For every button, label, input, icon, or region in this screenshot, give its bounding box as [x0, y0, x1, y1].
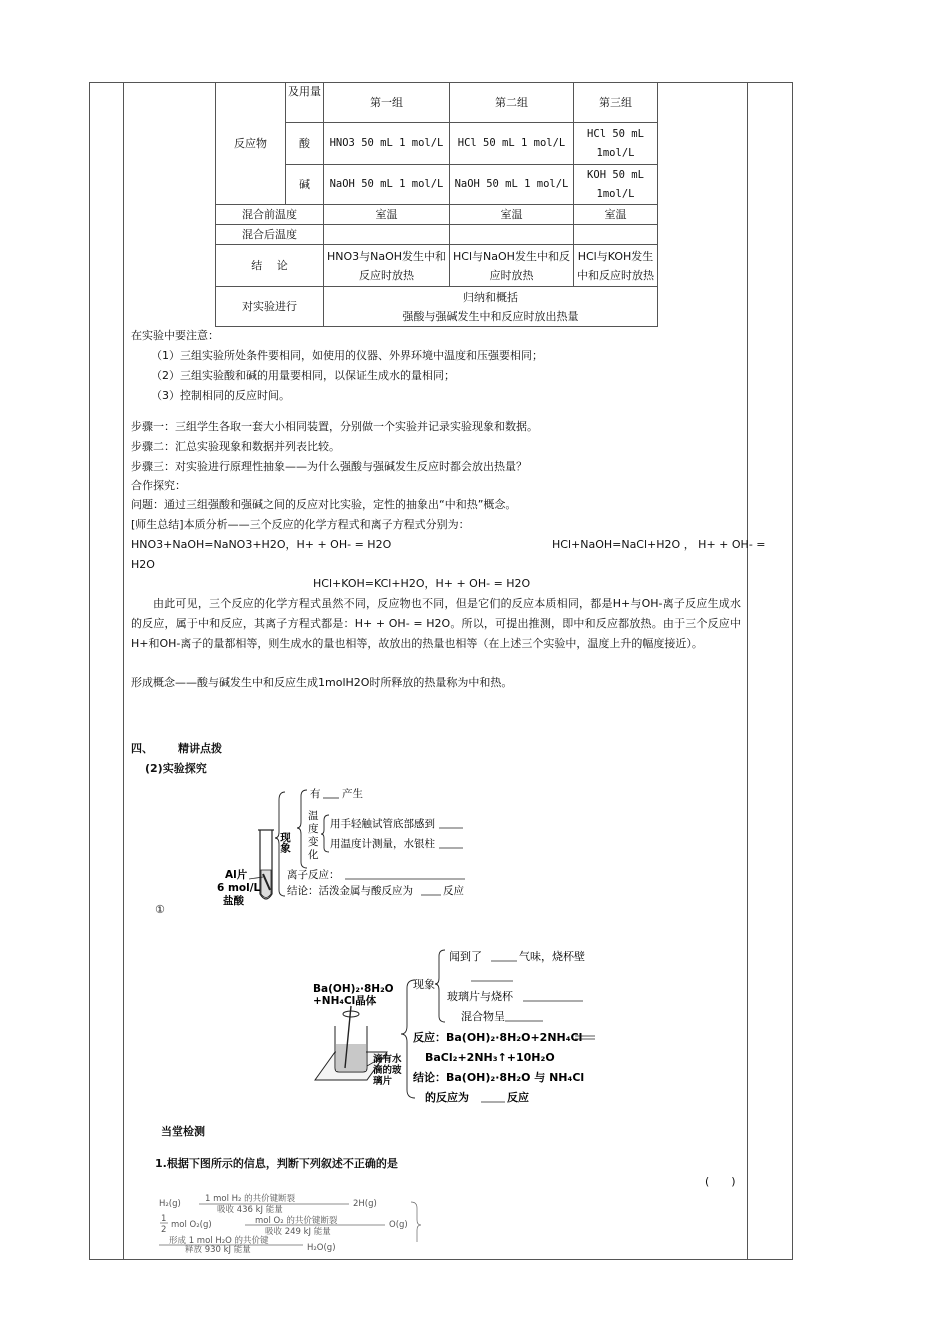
h2o-gas: H₂O(g): [307, 1243, 336, 1253]
reagent-line2: +NH₄Cl晶体: [313, 995, 377, 1007]
water-glass-line2: 滴的玻: [373, 1065, 402, 1076]
reagent-line1: Ba(OH)₂·8H₂O: [313, 983, 394, 995]
temp-before-group1: 室温: [324, 205, 450, 225]
question-text: 问题：通过三组强酸和强碱之间的反应对比实验，定性的抽象出“中和热”概念。: [131, 498, 517, 511]
acid-group2: HCl 50 mL 1 mol/L: [450, 123, 574, 165]
have-label: 有: [310, 788, 321, 800]
group1-header: 第一组: [324, 83, 450, 123]
base-group3: KOH 50 mL 1mol/L: [574, 165, 658, 205]
group2-header: 第二组: [450, 83, 574, 123]
experiment-subtitle: (2)实验探究: [145, 762, 207, 775]
equation-2: HCl+NaOH=NaCl+H2O ， H+ + OH- =: [552, 538, 766, 551]
temp-after-label: 混合后温度: [216, 225, 324, 245]
acid-label: 酸: [286, 123, 324, 165]
experiment-table: [215, 82, 658, 327]
glass-text: 玻璃片与烧杯: [447, 990, 513, 1003]
temp-after-group2: [450, 225, 574, 245]
acid-group1: HNO3 50 mL 1 mol/L: [324, 123, 450, 165]
conclusion-label: 结 论: [216, 245, 324, 287]
equation-2-cont: H2O: [131, 558, 155, 571]
summary-label: 对实验进行: [216, 287, 324, 327]
acid-label: 盐酸: [223, 895, 244, 907]
summary-cell: [324, 287, 658, 327]
fig1-conclusion: 结论：活泼金属与酸反应为: [287, 885, 413, 897]
answer-paren: ( ): [705, 1175, 736, 1188]
section-4-number: 四、: [131, 742, 153, 755]
temp-after-group1: [324, 225, 450, 245]
base-group2: NaOH 50 mL 1 mol/L: [450, 165, 574, 205]
temp-before-group3: 室温: [574, 205, 658, 225]
test-tube-icon: [258, 830, 274, 899]
circle-one: ①: [155, 903, 165, 916]
o-gas: O(g): [389, 1220, 408, 1230]
acid-group3: HCl 50 mL 1mol/L: [574, 123, 658, 165]
fig2-conclusion-2: 的反应为: [425, 1091, 469, 1104]
conclusion-group2: HCl与NaOH发生中和反应时放热: [450, 245, 574, 287]
conclusion-group1: HNO3与NaOH发生中和反应时放热: [324, 245, 450, 287]
smell-text: 闻到了: [449, 950, 482, 963]
conclusion-group3: HCl与KOH发生中和反应时放热: [574, 245, 658, 287]
question-1: 1.根据下图所示的信息，判断下列叙述不正确的是: [155, 1157, 398, 1170]
temp-after-group3: [574, 225, 658, 245]
smell-text-2: 气味，烧杯壁: [519, 950, 585, 963]
equation-3: HCl+KOH=KCl+H2O，H+ + OH- = H2O: [313, 577, 531, 590]
note-2: （2）三组实验酸和碱的用量要相同，以保证生成水的量相同；: [151, 369, 455, 382]
note-1: （1）三组实验所处条件要相同，如使用的仪器、外界环境中温度和压强要相同；: [151, 349, 543, 362]
temp-before-label: 混合前温度: [216, 205, 324, 225]
temp-char-1: 温: [308, 810, 319, 822]
temp-char-2: 度: [308, 823, 319, 835]
phenomenon-label: 现象: [279, 832, 291, 853]
h2o-release: 释放 930 kJ 能量: [185, 1245, 251, 1254]
step-3: 步骤三：对实验进行原理性抽象——为什么强酸与强碱发生反应时都会放出热量？: [131, 460, 527, 473]
group3-header: 第三组: [574, 83, 658, 123]
o2-gas: mol O₂(g): [171, 1220, 212, 1230]
temp-char-4: 化: [308, 849, 319, 861]
summary-line2: 强酸与强碱发生中和反应时放出热量: [402, 309, 579, 323]
produce-label: 产生: [342, 788, 363, 800]
reactant-label: 反应物: [216, 83, 286, 205]
summary-line1: 归纳和概括: [463, 290, 518, 304]
step-1: 步骤一：三组学生各取一套大小相同装置，分别做一个实验并记录实验现象和数据。: [131, 420, 538, 433]
ionic-reaction-label: 离子反应：: [287, 869, 340, 881]
section-4-title: 精讲点拨: [178, 742, 222, 755]
notes-title: 在实验中要注意：: [131, 329, 219, 342]
equation-1: HNO3+NaOH=NaNO3+H2O，H+ + OH- = H2O: [131, 538, 392, 551]
h2-absorb: 吸收 436 kJ 能量: [217, 1205, 283, 1215]
water-glass-line1: 滴有水: [373, 1054, 402, 1065]
quiz-title: 当堂检测: [161, 1125, 205, 1138]
step-2: 步骤二：汇总实验现象和数据并列表比较。: [131, 440, 340, 453]
o2-absorb: 吸收 249 kJ 能量: [265, 1227, 331, 1237]
fig2-phenomenon: 现象: [413, 978, 435, 991]
frame-divider-left: [123, 82, 124, 1260]
thermometer-text: 用温度计测量，水银柱: [330, 838, 435, 850]
temp-before-group2: 室温: [450, 205, 574, 225]
temp-char-3: 变: [308, 836, 319, 848]
concept-definition: 形成概念——酸与碱发生中和反应生成1molH2O时所释放的热量称为中和热。: [131, 676, 513, 689]
cooperation-title: 合作探究：: [131, 479, 186, 492]
mixture-text: 混合物呈: [461, 1010, 505, 1023]
amount-header: 及用量: [286, 83, 324, 123]
o2-bond-break: mol O₂ 的共价键断裂: [255, 1216, 338, 1226]
fig1-reaction-word: 反应: [443, 885, 464, 897]
al-label: Al片: [225, 869, 248, 881]
touch-text: 用手轻触试管底部感到: [330, 818, 435, 830]
teacher-summary: [师生总结]本质分析——三个反应的化学方程式和离子方程式分别为：: [131, 518, 470, 531]
base-group1: NaOH 50 mL 1 mol/L: [324, 165, 450, 205]
figure-baoh2-nh4cl: [305, 940, 605, 1110]
frame-divider-right: [747, 82, 748, 1260]
analysis-paragraph: 由此可见，三个反应的化学方程式虽然不同，反应物也不同，但是它们的反应本质相同，都是H+与OH-离子反应生成水的反应，属于中和反应，其离子方程式都是：H+ + OH- = H2O。所以，可提出推测，即中和反应都放热。由于三个反应中H+和OH-离子的量都相等，则生成水的量也相等，故放出的热量也相等（在上述三个实验中，温度上升的幅度接近）。: [131, 597, 741, 650]
fig2-reaction-word: 反应: [507, 1091, 529, 1104]
h2-bond-break: 1 mol H₂ 的共价键断裂: [205, 1194, 296, 1204]
fig2-conclusion: 结论：Ba(OH)₂·8H₂O 与 NH₄Cl: [413, 1071, 585, 1084]
reaction-equation: 反应：Ba(OH)₂·8H₂O+2NH₄Cl: [413, 1031, 583, 1044]
figure-al-acid: [215, 782, 505, 908]
base-label: 碱: [286, 165, 324, 205]
h2-gas: H₂(g): [159, 1199, 181, 1209]
reaction-products: BaCl₂+2NH₃↑+10H₂O: [425, 1051, 555, 1064]
conc-label: 6 mol/L: [217, 882, 261, 894]
figure-bond-energy: [155, 1192, 425, 1254]
note-3: （3）控制相同的反应时间。: [151, 389, 290, 402]
water-glass-line3: 璃片: [373, 1076, 393, 1087]
half-denominator: 2: [161, 1225, 167, 1235]
half-numerator: 1: [161, 1214, 167, 1224]
h2o-bond-form: 形成 1 mol H₂O 的共价键: [169, 1236, 269, 1246]
two-h-gas: 2H(g): [353, 1199, 377, 1209]
